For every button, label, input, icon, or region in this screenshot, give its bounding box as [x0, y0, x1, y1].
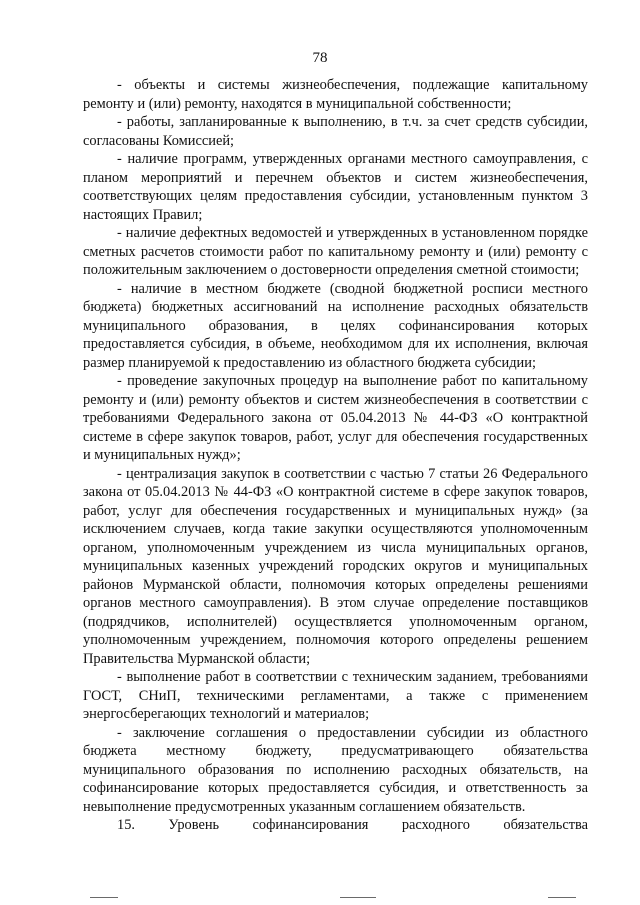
paragraph-local-budget: - наличие в местном бюджете (сводной бюджетной росписи местного бюджета) бюджетных ассигнований на исполнение расходных обязательств муниципального образования, в целях софинансирования которых предоставляется субсидия, в объеме, необходимом для их исполнения, включая размер планируемой к предоставлению из областного бюджета субсидии;	[83, 280, 588, 371]
footer-scan-marks	[0, 897, 640, 903]
scan-mark	[90, 897, 118, 898]
paragraph-objects-ownership: - объекты и системы жизнеобеспечения, подлежащие капитальному ремонту и (или) ремонту, находятся в муниципальной собственности;	[83, 77, 588, 112]
document-body	[83, 76, 588, 835]
paragraph-works-approved: - работы, запланированные к выполнению, в т.ч. за счет средств субсидии, согласованы Комиссией;	[83, 114, 588, 149]
paragraph-procurement: - проведение закупочных процедур на выполнение работ по капитальному ремонту и (или) ремонту объектов и систем жизнеобеспечения в соответствии с требованиями Федерального закона от 05.04.2013 № 44-ФЗ «О контрактной системе в сфере закупок товаров, работ, услуг для обеспечения государственных и муниципальных нужд»;	[83, 373, 588, 463]
paragraph-cofinancing-level: 15. Уровень софинансирования расходного обязательства	[117, 817, 588, 833]
paragraph-works-standards: - выполнение работ в соответствии с техническим заданием, требованиями ГОСТ, СНиП, техническими регламентами, а также с применением энергосберегающих технологий и материалов;	[83, 669, 588, 722]
page-number: 78	[312, 50, 328, 66]
paragraph-centralization: - централизация закупок в соответствии с частью 7 статьи 26 Федерального закона от 05.04.2013 № 44-ФЗ «О контрактной системе в сфере закупок товаров, работ, услуг для обеспечения государственных и муниципальных нужд» (за исключением случаев, когда такие закупки осуществляются уполномоченным органом, уполномоченным учреждением из числа муниципальных органов, муниципальных казенных учреждений городских округов и муниципальных районов Мурманской области, полномочия которых определены решениями органов местного самоуправления). В этом случае определение поставщиков (подрядчиков, исполнителей) осуществляется уполномоченным органом, уполномоченным учреждением, полномочия которого определены решением Правительства Мурманской области;	[83, 465, 588, 667]
paragraph-programs: - наличие программ, утвержденных органами местного самоуправления, с планом мероприятий и перечнем объектов и систем жизнеобеспечения, соответствующих целям предоставления субсидии, установленным пунктом 3 настоящих Правил;	[83, 151, 588, 223]
paragraph-defect-statements: - наличие дефектных ведомостей и утвержденных в установленном порядке сметных расчетов стоимости работ по капитальному ремонту и (или) ремонту с положительным заключением о достоверности определения сметной стоимости;	[83, 225, 588, 278]
paragraph-agreement: - заключение соглашения о предоставлении субсидии из областного бюджета местному бюджету, предусматривающего обязательства муниципального образования по исполнению расходных обязательств, на софинансирование которых предоставляется субсидия, и ответственность за невыполнение предусмотренных указанным соглашением обязательств.	[83, 724, 588, 815]
scan-mark	[548, 897, 576, 898]
scan-mark	[340, 897, 376, 898]
